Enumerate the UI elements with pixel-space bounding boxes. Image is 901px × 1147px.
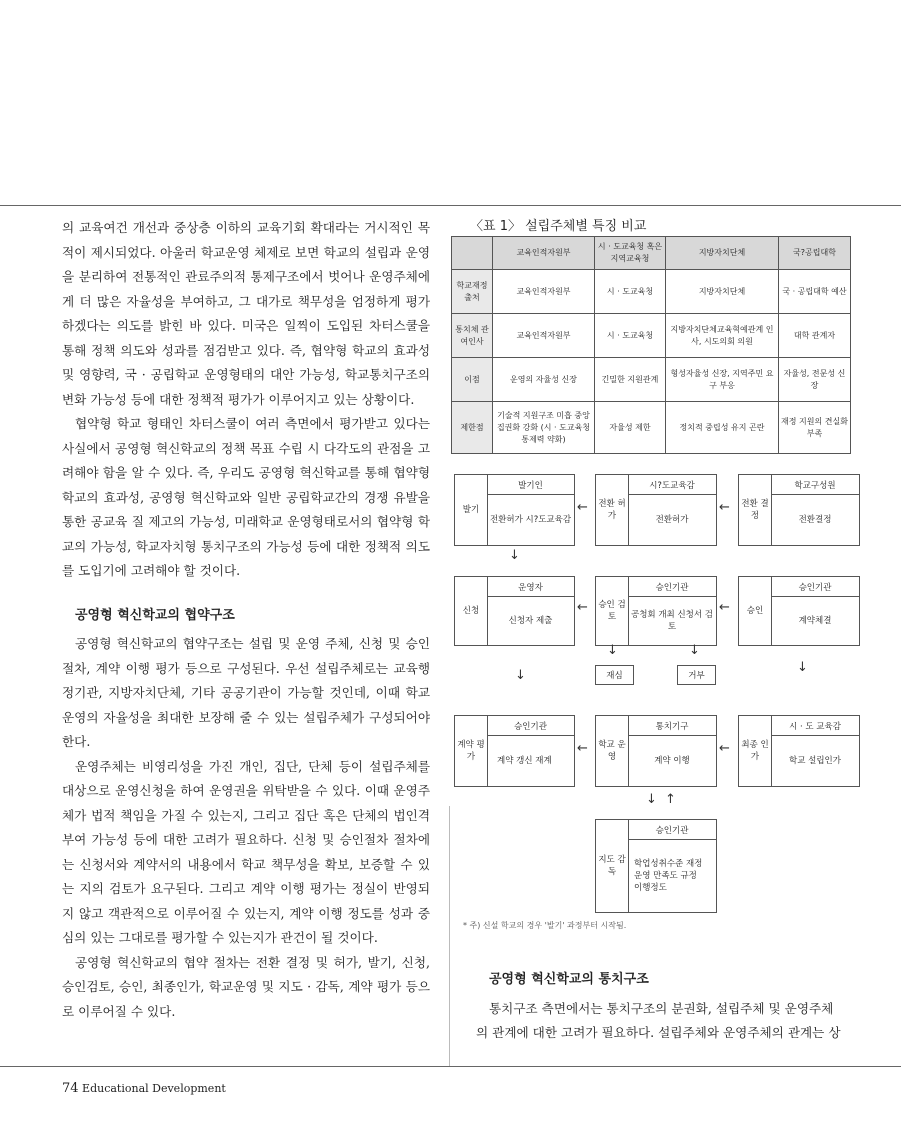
flow-box-label: 전환 결정 xyxy=(739,475,772,545)
flow-box-actor: 학교구성원 xyxy=(771,475,859,495)
flow-box-supervision xyxy=(595,819,717,913)
flow-box-action: 전환결정 xyxy=(798,515,832,525)
table-cell: 긴밀한 지원관계 xyxy=(595,358,666,402)
flow-box-action: 계약체결 xyxy=(798,616,832,626)
left-arrow-icon: ← xyxy=(577,500,588,515)
table-cell: 지방자치단체 xyxy=(666,270,779,314)
section-heading: 공영형 혁신학교의 협약구조 xyxy=(75,607,235,623)
table-cell: 국 · 공립대학 예산 xyxy=(779,270,851,314)
table-cell: 교육인적자원부 xyxy=(493,314,595,358)
table-cell: 통치체 관여인사 xyxy=(452,314,493,358)
down-arrow-icon: ↓ xyxy=(607,643,618,658)
table-cell: 기술적 지원구조 미흡 중앙집권화 강화 (시 · 도교육청 통제력 약화) xyxy=(493,402,595,454)
table-header: 국?공립대학 xyxy=(779,237,851,270)
flow-box-label: 지도 감독 xyxy=(596,820,629,912)
flow-box-label: 전환 허가 xyxy=(596,475,629,545)
flow-box-approval-review xyxy=(595,576,717,646)
left-arrow-icon: ← xyxy=(577,600,588,615)
flow-box-founding xyxy=(454,474,575,546)
table-cell: 시 · 도교육청 xyxy=(595,270,666,314)
down-arrow-icon: ↓ xyxy=(689,643,700,658)
flow-box-label: 학교 운영 xyxy=(596,716,629,786)
table-cell: 정치적 중립성 유지 곤란 xyxy=(666,402,779,454)
left-arrow-icon: ← xyxy=(719,500,730,515)
flow-box-label: 계약 평가 xyxy=(455,716,488,786)
table-cell: 학교재정 출처 xyxy=(452,270,493,314)
left-arrow-icon: ← xyxy=(577,741,588,756)
left-column xyxy=(62,216,430,1024)
paragraph: 협약형 학교 형태인 차터스쿨이 여러 측면에서 평가받고 있다는 사실에서 공영형 혁신학교의 정책 목표 수립 시 다각도의 관점을 고려해야 함을 알 수 있다. 즉, 우리도 공영형 혁신학교를 통해 협약형 학교의 효과성, 공영형 혁신학교와 일반 공립학교간의 경쟁 유발을 통한 공교육 질 제고의 가능성, 미래학교 운영형태로서의 협약형 학교의 가능성, 학교자치형 통치구조의 가능성 등에 대한 정책적 의도를 도입기에 고려해야 할 것이다. xyxy=(62,416,430,578)
flow-box-application xyxy=(454,576,575,646)
flow-box-actor: 승인기관 xyxy=(487,716,574,736)
flow-box-action: 신청자 제출 xyxy=(508,616,553,626)
flow-box-actor: 승인기관 xyxy=(628,820,716,840)
table-cell: 대학 관계자 xyxy=(779,314,851,358)
flow-box-label: 승인 검토 xyxy=(596,577,629,645)
journal-title: Educational Development xyxy=(82,1082,226,1095)
down-arrow-icon: ↓ xyxy=(509,548,520,563)
flow-box-approval xyxy=(738,576,860,646)
flow-box-final-approval xyxy=(738,715,860,787)
table-cell: 지방자치단체교육혁예관계 인사, 시도의회 의원 xyxy=(666,314,779,358)
flow-box-actor: 발기인 xyxy=(487,475,574,495)
left-arrow-icon: ← xyxy=(719,741,730,756)
table-cell: 이점 xyxy=(452,358,493,402)
table-row xyxy=(452,314,851,358)
comparison-table xyxy=(451,236,851,454)
down-arrow-icon: ↓ xyxy=(646,792,657,807)
right-column xyxy=(476,968,841,1046)
table-header: 지방자치단체 xyxy=(666,237,779,270)
flow-box-actor: 시?도교육감 xyxy=(628,475,716,495)
table-cell: 형성자율성 신장, 지역주민 요구 부응 xyxy=(666,358,779,402)
flow-box-action: 학교 설립인가 xyxy=(789,756,841,766)
table-cell: 교육인적자원부 xyxy=(493,270,595,314)
flow-box-actor: 승인기관 xyxy=(628,577,716,597)
flow-box-actor: 통치기구 xyxy=(628,716,716,736)
table-caption: 〈표 1〉 설립주체별 특징 비교 xyxy=(470,219,647,234)
flow-reexamine: 재심 xyxy=(595,665,634,685)
flow-box-action: 계약 갱신 재계 xyxy=(497,756,552,766)
page-footer xyxy=(62,1081,226,1096)
paragraph: 의 교육여건 개선과 중상층 이하의 교육기회 확대라는 거시적인 목적이 제시되었다. 아울러 학교운영 체제로 보면 학교의 설립과 운영을 분리하여 전통적인 관료주의적 통제구조에서 벗어나 운영주체에게 더 많은 자율성을 부여하고, 그 대가로 책무성을 엄정하게 평가하겠다는 의도를 밝힌 바 있다. 미국은 일찍이 도입된 차터스쿨을 통해 정책 의도와 성과를 점검받고 있다. 즉, 협약형 학교의 효과성 및 영향력, 국 · 공립학교 운영형태의 대안 가능성, 학교통치구조의 변화 가능성 등에 대한 정책적 평가가 이루어지고 있는 상황이다. xyxy=(62,220,430,407)
flow-reject: 거부 xyxy=(677,665,716,685)
table-row xyxy=(452,358,851,402)
flow-box-action: 학업성취수준 재정운영 만족도 규정이행정도 xyxy=(634,859,703,893)
table-cell: 운영의 자율성 신장 xyxy=(493,358,595,402)
paragraph: 운영주체는 비영리성을 가진 개인, 집단, 단체 등이 설립주체를 대상으로 운영신청을 하여 운영권을 위탁받을 수 있다. 이때 운영주체가 법적 책임을 가질 수 있는지, 그리고 집단 혹은 단체의 법인격 부여 가능성 등에 대한 고려가 필요하다. 신청 및 승인절차 절차에는 신청서와 계약서의 내용에서 학교 책무성을 확보, 보증할 수 있는 지의 검토가 요구된다. 그리고 계약 이행 평가는 정실이 반영되지 않고 객관적으로 이루어질 수 있는지, 계약 이행 정도를 성과 중심의 있는 그대로를 평가할 수 있는지가 관건이 될 것이다. xyxy=(62,758,430,945)
section-heading: 공영형 혁신학교의 통치구조 xyxy=(489,972,649,987)
table-header: 시 · 도교육청 혹은 지역교육청 xyxy=(595,237,666,270)
table-row xyxy=(452,270,851,314)
table-cell: 시 · 도교육청 xyxy=(595,314,666,358)
table-row xyxy=(452,402,851,454)
flow-box-contract-evaluation xyxy=(454,715,575,787)
flow-box-actor: 운영자 xyxy=(487,577,574,597)
flow-box-label: 발기 xyxy=(455,475,488,545)
flow-box-actor: 승인기관 xyxy=(771,577,859,597)
top-rule xyxy=(0,205,901,206)
table-header xyxy=(452,237,493,270)
page-number: 74 xyxy=(62,1081,79,1096)
paragraph: 공영형 혁신학교의 협약구조는 설립 및 운영 주체, 신청 및 승인 절차, 계약 이행 평가 등으로 구성된다. 우선 설립주체로는 교육행정기관, 지방자치단체, 기타 공공기관이 가능할 것인데, 이때 학교운영의 자율성을 최대한 보장해 줄 수 있는 설립주체가 구성되어야 한다. xyxy=(62,636,430,749)
flow-box-action: 계약 이행 xyxy=(654,756,690,766)
flow-box-action: 전환허가 시?도교육감 xyxy=(489,515,572,525)
down-arrow-icon: ↓ xyxy=(797,660,808,675)
flow-box-label: 신청 xyxy=(455,577,488,645)
flow-box-actor: 시 · 도 교육감 xyxy=(771,716,859,736)
diagram-note: * 주) 신설 학교의 경우 '발기' 과정부터 시작됨. xyxy=(463,921,627,930)
flow-box-action: 공청회 개최 신청서 검토 xyxy=(630,610,713,632)
flow-box-conversion-decision xyxy=(738,474,860,546)
flow-box-label: 최종 인가 xyxy=(739,716,772,786)
bottom-rule xyxy=(0,1066,901,1067)
table-header: 교육인적자원부 xyxy=(493,237,595,270)
left-arrow-icon: ← xyxy=(719,600,730,615)
table-cell: 제한점 xyxy=(452,402,493,454)
down-arrow-icon: ↓ xyxy=(515,668,526,683)
table-cell: 자율성, 전문성 신장 xyxy=(779,358,851,402)
paragraph: 통치구조 측면에서는 통치구조의 분권화, 설립주체 및 운영주체의 관계에 대한 고려가 필요하다. 설립주체와 운영주체의 관계는 상 xyxy=(476,1000,841,1040)
flow-box-school-operation xyxy=(595,715,717,787)
table-cell: 재정 지원의 견실화 부족 xyxy=(779,402,851,454)
table-cell: 자율성 제한 xyxy=(595,402,666,454)
column-divider xyxy=(449,806,450,1066)
flow-box-conversion-permit xyxy=(595,474,717,546)
flow-box-action: 전환허가 xyxy=(655,515,689,525)
flow-box-label: 승인 xyxy=(739,577,772,645)
up-arrow-icon: ↑ xyxy=(665,792,676,807)
paragraph: 공영형 혁신학교의 협약 절차는 전환 결정 및 허가, 발기, 신청, 승인검토, 승인, 최종인가, 학교운영 및 지도 · 감독, 계약 평가 등으로 이루어질 수 있다. xyxy=(62,954,430,1019)
